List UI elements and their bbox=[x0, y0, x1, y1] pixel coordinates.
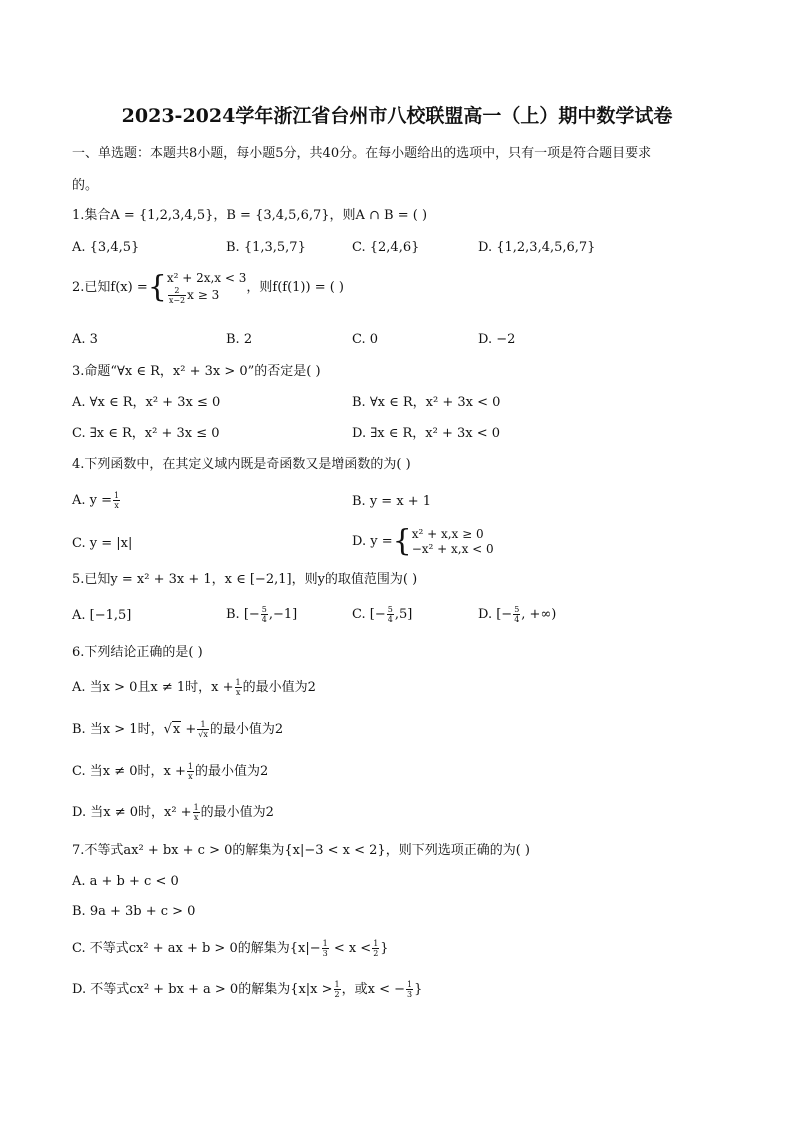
q1-option-d: D. {1,2,3,4,5,6,7} bbox=[478, 240, 596, 255]
q6-b-den: √x bbox=[198, 730, 208, 739]
q2-option-a: A. 3 bbox=[72, 332, 98, 347]
q5-c-den: 4 bbox=[387, 615, 393, 624]
q6-c-lead: C. 当x ≠ 0时，x + bbox=[72, 764, 186, 779]
q7-c-num2: 1 bbox=[373, 939, 379, 948]
q6-option-c bbox=[72, 760, 268, 784]
q7-d-den2: 3 bbox=[407, 990, 413, 999]
q7-d-tail: } bbox=[414, 982, 423, 997]
q7-c-num1: 1 bbox=[322, 939, 328, 948]
q6-a-lead: A. 当x > 0且x ≠ 1时，x + bbox=[72, 680, 234, 695]
q2-option-d: D. −2 bbox=[478, 332, 516, 347]
q4-a-den: x bbox=[114, 501, 119, 510]
q6-b-sqrt-arg: x bbox=[172, 722, 181, 737]
q7-option-c bbox=[72, 937, 389, 961]
section-heading-line1: 一、单选题：本题共8小题，每小题5分，共40分。在每小题给出的选项中，只有一项是符合题目要求 bbox=[72, 146, 652, 161]
q4-a-fraction bbox=[113, 491, 120, 510]
q3-option-c: C. ∃x ∈ R，x² + 3x ≤ 0 bbox=[72, 426, 220, 441]
q2-case2-fraction bbox=[168, 286, 186, 305]
q4-d-case2: −x² + x,x < 0 bbox=[411, 541, 494, 556]
q2-stem bbox=[72, 268, 344, 308]
q2-lead: 2.已知f(x) = bbox=[72, 280, 148, 295]
q2-option-b: B. 2 bbox=[226, 332, 253, 347]
q6-stem: 6.下列结论正确的是( ) bbox=[72, 645, 203, 660]
q2-case1: x² + 2x,x < 3 bbox=[166, 270, 247, 285]
q2-option-c: C. 0 bbox=[352, 332, 379, 347]
section-heading-line2: 的。 bbox=[72, 178, 99, 193]
q4-d-cases bbox=[412, 527, 494, 557]
q6-a-num: 1 bbox=[235, 678, 241, 687]
q1-option-b: B. {1,3,5,7} bbox=[226, 240, 306, 255]
page-title: 2023-2024学年浙江省台州市八校联盟高一（上）期中数学试卷 bbox=[121, 105, 673, 127]
q6-b-num: 1 bbox=[197, 720, 209, 730]
q6-c-num: 1 bbox=[187, 762, 193, 771]
q5-b-num: 5 bbox=[261, 605, 267, 614]
q6-d-lead: D. 当x ≠ 0时，x² + bbox=[72, 805, 192, 820]
q6-d-num: 1 bbox=[193, 803, 199, 812]
q6-option-b bbox=[72, 718, 283, 742]
q5-d-num: 5 bbox=[514, 605, 520, 614]
q6-c-fraction bbox=[187, 762, 194, 781]
q5-option-b bbox=[226, 603, 297, 627]
q7-d-fraction-1 bbox=[334, 980, 341, 999]
q5-c-lead: C. [− bbox=[352, 607, 386, 622]
q4-d-lead: D. y = bbox=[352, 534, 393, 549]
q6-c-den: x bbox=[188, 772, 193, 781]
q6-a-fraction bbox=[235, 678, 242, 697]
q6-b-lead: B. 当x > 1时， bbox=[72, 722, 164, 737]
q7-c-fraction-1 bbox=[322, 939, 329, 958]
q6-d-fraction bbox=[193, 803, 200, 822]
q6-b-tail: 的最小值为2 bbox=[209, 722, 284, 737]
q3-option-d: D. ∃x ∈ R，x² + 3x < 0 bbox=[352, 426, 501, 441]
q7-d-fraction-2 bbox=[406, 980, 413, 999]
q4-option-c: C. y = |x| bbox=[72, 536, 133, 551]
q7-d-num1: 1 bbox=[334, 980, 340, 989]
q2-tail: ，则f(f(1)) = ( ) bbox=[246, 280, 345, 295]
q7-option-d bbox=[72, 978, 422, 1002]
q2-case2-tail: x ≥ 3 bbox=[187, 287, 220, 302]
q7-option-b: B. 9a + 3b + c > 0 bbox=[72, 904, 196, 919]
q6-option-a bbox=[72, 676, 316, 700]
q7-c-mid: < x < bbox=[329, 941, 372, 956]
q4-option-a bbox=[72, 490, 121, 512]
q3-option-a: A. ∀x ∈ R，x² + 3x ≤ 0 bbox=[72, 395, 221, 410]
q5-option-c bbox=[352, 603, 412, 627]
q4-a-num: 1 bbox=[114, 491, 120, 500]
q5-b-fraction bbox=[261, 605, 268, 624]
q2-cases bbox=[167, 271, 247, 305]
q5-stem: 5.已知y = x² + 3x + 1，x ∈ [−2,1]，则y的取值范围为( ) bbox=[72, 572, 418, 587]
q4-stem: 4.下列函数中，在其定义域内既是奇函数又是增函数的为( ) bbox=[72, 457, 411, 472]
q7-d-mid: ，或x < − bbox=[341, 982, 406, 997]
q6-b-sqrt: √x bbox=[163, 722, 181, 737]
q7-c-fraction-2 bbox=[372, 939, 379, 958]
q6-c-tail: 的最小值为2 bbox=[194, 764, 269, 779]
q2-case2-den: x−2 bbox=[168, 295, 186, 305]
q5-c-tail: ,5] bbox=[394, 607, 413, 622]
q7-d-num2: 1 bbox=[407, 980, 413, 989]
q1-stem: 1.集合A = {1,2,3,4,5}，B = {3,4,5,6,7}，则A ∩ B = ( ) bbox=[72, 208, 428, 223]
q7-c-tail: } bbox=[380, 941, 389, 956]
q5-d-lead: D. [− bbox=[478, 607, 513, 622]
q5-option-d bbox=[478, 603, 556, 627]
q2-case2-num: 2 bbox=[168, 286, 186, 296]
q7-d-den1: 2 bbox=[334, 990, 340, 999]
q5-c-num: 5 bbox=[387, 605, 393, 614]
q5-d-tail: , +∞) bbox=[521, 607, 557, 622]
q3-stem: 3.命题“∀x ∈ R，x² + 3x > 0”的否定是( ) bbox=[72, 364, 321, 379]
q7-c-lead: C. 不等式cx² + ax + b > 0的解集为{x|− bbox=[72, 941, 321, 956]
q6-d-tail: 的最小值为2 bbox=[200, 805, 274, 820]
q6-a-den: x bbox=[235, 688, 241, 697]
q7-option-a: A. a + b + c < 0 bbox=[72, 874, 179, 889]
q4-a-lead: A. y = bbox=[72, 493, 113, 508]
q7-d-lead: D. 不等式cx² + bx + a > 0的解集为{x|x > bbox=[72, 982, 333, 997]
q7-c-den1: 3 bbox=[322, 949, 328, 958]
q4-d-case1: x² + x,x ≥ 0 bbox=[411, 526, 484, 541]
q4-d-brace: { bbox=[392, 523, 412, 559]
q6-a-tail: 的最小值为2 bbox=[242, 680, 316, 695]
q5-c-fraction bbox=[387, 605, 394, 624]
q7-stem: 7.不等式ax² + bx + c > 0的解集为{x|−3 < x < 2}，则下列选项正确的为( ) bbox=[72, 843, 530, 858]
q6-d-den: x bbox=[193, 813, 199, 822]
q6-b-plus: + bbox=[181, 722, 197, 737]
q3-option-b: B. ∀x ∈ R，x² + 3x < 0 bbox=[352, 395, 501, 410]
q5-d-den: 4 bbox=[514, 615, 520, 624]
q6-b-fraction bbox=[197, 720, 209, 739]
q5-b-lead: B. [− bbox=[226, 607, 260, 622]
q4-option-d bbox=[352, 522, 494, 562]
q5-d-fraction bbox=[513, 605, 520, 624]
q7-c-den2: 2 bbox=[373, 949, 379, 958]
q2-brace: { bbox=[147, 269, 167, 305]
q4-option-b: B. y = x + 1 bbox=[352, 494, 432, 509]
q1-option-a: A. {3,4,5} bbox=[72, 240, 140, 255]
q5-b-tail: ,−1] bbox=[268, 607, 298, 622]
q1-option-c: C. {2,4,6} bbox=[352, 240, 420, 255]
q6-option-d bbox=[72, 801, 274, 825]
q5-option-a: A. [−1,5] bbox=[72, 608, 132, 623]
q5-b-den: 4 bbox=[261, 615, 267, 624]
